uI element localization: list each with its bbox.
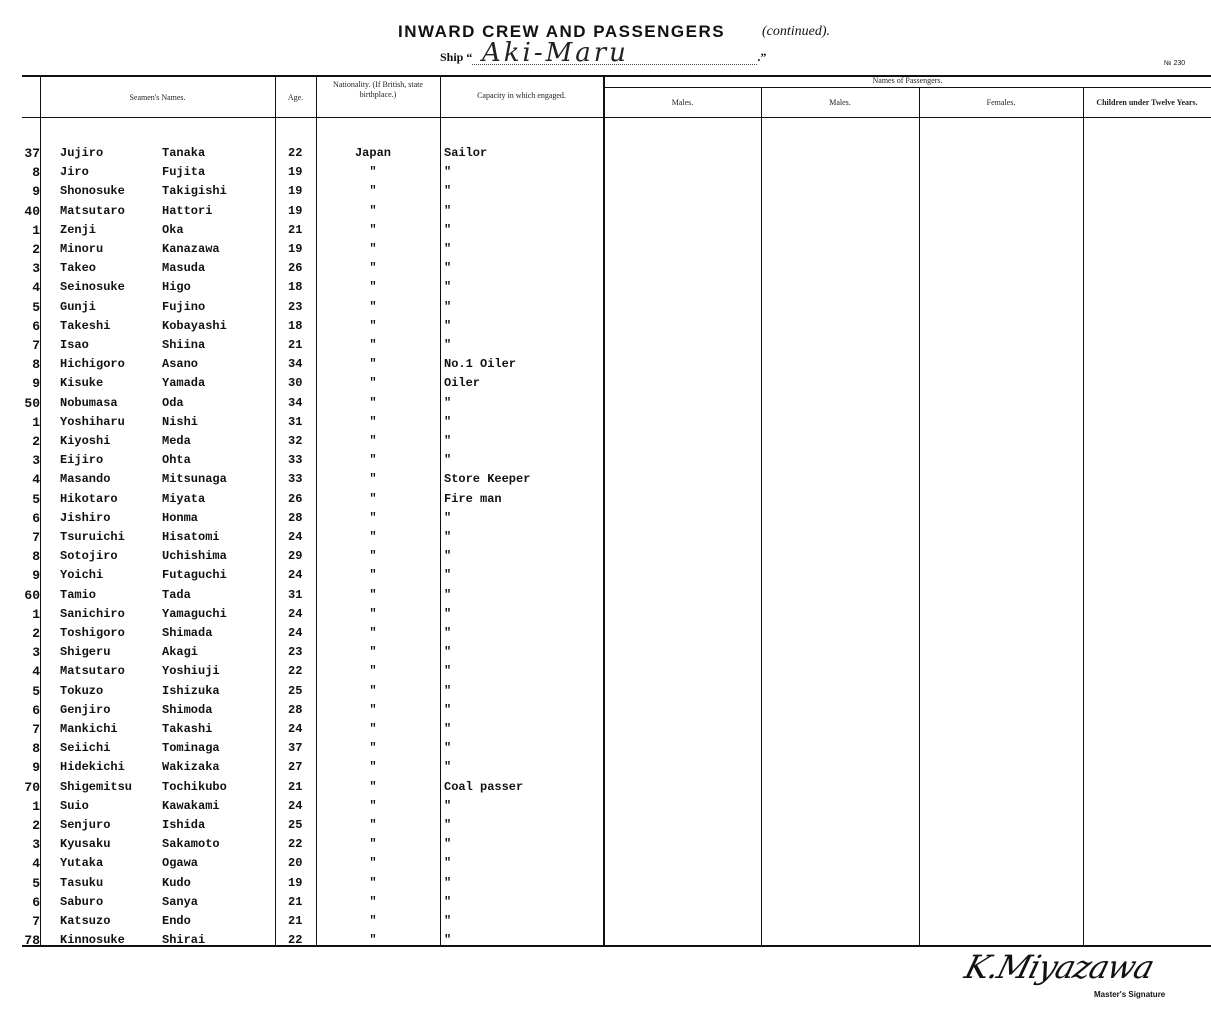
nationality-value: " [369,280,377,294]
row-number: 9 [32,376,40,391]
first-name: Shonosuke [60,184,125,198]
age-value: 21 [288,895,303,909]
header-nationality: Nationality. (If British, state birthplace.) [333,80,423,99]
capacity-value: " [444,856,452,870]
first-name: Kiyoshi [60,434,111,448]
capacity-value: " [444,396,452,410]
first-name: Tsuruichi [60,530,125,544]
capacity-value: " [444,530,452,544]
first-name: Takeo [60,261,97,275]
nationality-value: " [369,933,377,947]
first-name: Saburo [60,895,104,909]
capacity-value: " [444,204,452,218]
nationality-value: " [369,780,377,794]
row-number: 6 [32,511,40,526]
nationality-value: " [369,818,377,832]
last-name: Higo [162,280,191,294]
last-name: Futaguchi [162,568,227,582]
header-children: Children under Twelve Years. [1096,98,1198,107]
nationality-value: " [369,434,377,448]
age-value: 24 [288,530,303,544]
header-capacity: Capacity in which engaged. [477,91,566,100]
capacity-value: " [444,434,452,448]
age-value: 26 [288,261,303,275]
age-value: 37 [288,741,303,755]
first-name: Hikotaro [60,492,118,506]
age-value: 22 [288,146,303,160]
row-number: 9 [32,760,40,775]
age-value: 24 [288,626,303,640]
row-number: 8 [32,549,40,564]
capacity-value: No.1 Oiler [444,357,517,371]
nationality-value: " [369,223,377,237]
last-name: Yamada [162,376,206,390]
col-divider [603,76,605,946]
last-name: Ishizuka [162,684,220,698]
age-value: 27 [288,760,303,774]
first-name: Toshigoro [60,626,125,640]
age-value: 20 [288,856,303,870]
first-name: Takeshi [60,319,111,333]
row-number: 70 [24,780,40,795]
form-number: № 230 [1164,60,1186,67]
row-number: 1 [32,223,40,238]
capacity-value: " [444,645,452,659]
last-name: Tochikubo [162,780,227,794]
nationality-value: " [369,588,377,602]
age-value: 19 [288,165,303,179]
last-name: Kanazawa [162,242,220,256]
last-name: Yoshiuji [162,664,220,678]
first-name: Seinosuke [60,280,125,294]
capacity-value: Store Keeper [444,472,531,486]
header-females: Females. [986,98,1016,107]
last-name: Shirai [162,933,206,947]
row-number: 3 [32,453,40,468]
age-value: 30 [288,376,303,390]
row-number: 7 [32,338,40,353]
first-name: Sanichiro [60,607,125,621]
age-value: 22 [288,933,303,947]
nationality-value: " [369,741,377,755]
row-number: 6 [32,319,40,334]
capacity-value: " [444,741,452,755]
last-name: Akagi [162,645,199,659]
capacity-value: " [444,338,452,352]
row-number: 4 [32,280,40,295]
nationality-value: " [369,703,377,717]
capacity-value: " [444,165,452,179]
last-name: Takashi [162,722,213,736]
first-name: Shigeru [60,645,111,659]
row-number: 6 [32,703,40,718]
row-number: 3 [32,837,40,852]
last-name: Ishida [162,818,206,832]
capacity-value: " [444,799,452,813]
age-value: 19 [288,876,303,890]
capacity-value: " [444,818,452,832]
first-name: Jiro [60,165,89,179]
row-number: 60 [24,588,40,603]
row-number: 5 [32,684,40,699]
last-name: Mitsunaga [162,472,227,486]
last-name: Hattori [162,204,213,218]
first-name: Kisuke [60,376,104,390]
nationality-value: " [369,376,377,390]
row-number: 8 [32,165,40,180]
capacity-value: " [444,933,452,947]
col-divider [275,76,276,946]
first-name: Seiichi [60,741,111,755]
first-name: Kyusaku [60,837,111,851]
age-value: 19 [288,204,303,218]
last-name: Sakamoto [162,837,220,851]
last-name: Takigishi [162,184,227,198]
age-value: 28 [288,511,303,525]
last-name: Kobayashi [162,319,227,333]
nationality-value: " [369,664,377,678]
first-name: Suio [60,799,89,813]
nationality-value: " [369,357,377,371]
age-value: 31 [288,415,303,429]
capacity-value: " [444,914,452,928]
capacity-value: " [444,837,452,851]
row-number: 3 [32,261,40,276]
capacity-value: " [444,300,452,314]
nationality-value: " [369,568,377,582]
age-value: 24 [288,799,303,813]
capacity-value: " [444,242,452,256]
capacity-value: Oiler [444,376,481,390]
nationality-value: " [369,876,377,890]
nationality-value: " [369,760,377,774]
last-name: Shiina [162,338,206,352]
signature-label: Master's Signature [1094,990,1166,999]
capacity-value: " [444,261,452,275]
row-number: 37 [24,146,40,161]
col-divider [440,76,441,946]
nationality-value: " [369,722,377,736]
row-number: 4 [32,856,40,871]
col-divider [40,76,41,946]
age-value: 22 [288,837,303,851]
age-value: 24 [288,607,303,621]
nationality-value: " [369,511,377,525]
header-males-2: Males. [829,98,851,107]
capacity-value: Coal passer [444,780,524,794]
row-number: 4 [32,472,40,487]
row-number: 5 [32,876,40,891]
capacity-value: " [444,280,452,294]
first-name: Shigemitsu [60,780,133,794]
first-name: Kinnosuke [60,933,125,947]
capacity-value: Sailor [444,146,488,160]
first-name: Tokuzo [60,684,104,698]
first-name: Minoru [60,242,104,256]
row-number: 1 [32,415,40,430]
last-name: Honma [162,511,199,525]
age-value: 25 [288,818,303,832]
row-number: 1 [32,607,40,622]
age-value: 34 [288,396,303,410]
nationality-value: " [369,837,377,851]
nationality-value: " [369,607,377,621]
col-divider [761,88,762,946]
last-name: Masuda [162,261,206,275]
nationality-value: " [369,338,377,352]
nationality-value: " [369,453,377,467]
last-name: Kudo [162,876,191,890]
nationality-value: " [369,300,377,314]
last-name: Tominaga [162,741,220,755]
last-name: Oda [162,396,184,410]
capacity-value: " [444,415,452,429]
ship-suffix: .” [757,50,767,64]
last-name: Shimada [162,626,213,640]
row-number: 3 [32,645,40,660]
title-continued: (continued). [762,24,831,39]
first-name: Gunji [60,300,97,314]
last-name: Nishi [162,415,199,429]
last-name: Ohta [162,453,191,467]
row-number: 6 [32,895,40,910]
first-name: Zenji [60,223,97,237]
last-name: Meda [162,434,191,448]
first-name: Tamio [60,588,97,602]
age-value: 25 [288,684,303,698]
title-text: INWARD CREW AND PASSENGERS [398,22,726,41]
nationality-value: " [369,895,377,909]
last-name: Uchishima [162,549,227,563]
row-number: 4 [32,664,40,679]
first-name: Sotojiro [60,549,118,563]
nationality-value: " [369,799,377,813]
nationality-value: " [369,645,377,659]
last-name: Fujino [162,300,206,314]
row-number: 9 [32,184,40,199]
nationality-value: " [369,242,377,256]
last-name: Asano [162,357,199,371]
header-bottom-rule [22,117,1211,118]
capacity-value: " [444,223,452,237]
row-number: 50 [24,396,40,411]
passenger-subheader-rule [604,87,1211,88]
row-number: 2 [32,626,40,641]
capacity-value: " [444,511,452,525]
nationality-value: " [369,165,377,179]
first-name: Matsutaro [60,664,125,678]
age-value: 18 [288,319,303,333]
header-males-1: Males. [671,98,694,107]
capacity-value: " [444,895,452,909]
first-name: Katsuzo [60,914,111,928]
nationality-value: " [369,856,377,870]
master-signature: K.Miyazawa [960,948,1158,986]
nationality-value: " [369,684,377,698]
age-value: 22 [288,664,303,678]
first-name: Yoshiharu [60,415,125,429]
row-number: 5 [32,492,40,507]
capacity-value: " [444,607,452,621]
age-value: 21 [288,914,303,928]
first-name: Masando [60,472,111,486]
capacity-value: " [444,453,452,467]
first-name: Hichigoro [60,357,125,371]
age-value: 32 [288,434,303,448]
age-value: 26 [288,492,303,506]
col-divider [316,76,317,946]
last-name: Sanya [162,895,199,909]
age-value: 23 [288,645,303,659]
age-value: 19 [288,184,303,198]
ship-prefix: Ship “ [440,50,473,64]
capacity-value: " [444,588,452,602]
col-divider [919,88,920,946]
first-name: Isao [60,338,89,352]
capacity-value: " [444,876,452,890]
capacity-value: " [444,626,452,640]
row-number: 8 [32,741,40,756]
last-name: Ogawa [162,856,199,870]
age-value: 24 [288,722,303,736]
col-divider [1083,88,1084,946]
capacity-value: " [444,568,452,582]
first-name: Tasuku [60,876,104,890]
last-name: Miyata [162,492,206,506]
first-name: Genjiro [60,703,111,717]
row-number: 1 [32,799,40,814]
nationality-value: " [369,204,377,218]
nationality-value: " [369,261,377,275]
row-number: 2 [32,818,40,833]
last-name: Kawakami [162,799,220,813]
nationality-value: " [369,492,377,506]
age-value: 24 [288,568,303,582]
ship-name: Aki-Maru [482,38,629,68]
row-number: 40 [24,204,40,219]
nationality-value: " [369,319,377,333]
nationality-value: " [369,415,377,429]
row-number: 7 [32,722,40,737]
age-value: 18 [288,280,303,294]
capacity-value: " [444,184,452,198]
capacity-value: " [444,684,452,698]
header-passengers: Names of Passengers. [872,76,943,85]
capacity-value: " [444,664,452,678]
nationality-value: " [369,530,377,544]
row-number: 7 [32,530,40,545]
row-number: 8 [32,357,40,372]
age-value: 19 [288,242,303,256]
capacity-value: Fire man [444,492,502,506]
last-name: Endo [162,914,191,928]
last-name: Shimoda [162,703,213,717]
age-value: 28 [288,703,303,717]
last-name: Hisatomi [162,530,220,544]
first-name: Yutaka [60,856,104,870]
nationality-value: Japan [354,146,391,160]
nationality-value: " [369,396,377,410]
row-number: 78 [24,933,40,948]
row-number: 2 [32,242,40,257]
last-name: Oka [162,223,184,237]
row-number: 5 [32,300,40,315]
age-value: 31 [288,588,303,602]
capacity-value: " [444,703,452,717]
age-value: 23 [288,300,303,314]
first-name: Senjuro [60,818,111,832]
age-value: 21 [288,223,303,237]
header-seamen: Seamen's Names. [129,93,186,102]
age-value: 21 [288,780,303,794]
nationality-value: " [369,626,377,640]
header-age: Age. [287,93,304,102]
last-name: Yamaguchi [162,607,227,621]
row-number: 2 [32,434,40,449]
last-name: Tada [162,588,191,602]
nationality-value: " [369,914,377,928]
first-name: Jishiro [60,511,111,525]
first-name: Mankichi [60,722,118,736]
last-name: Wakizaka [162,760,220,774]
capacity-value: " [444,722,452,736]
first-name: Matsutaro [60,204,125,218]
nationality-value: " [369,549,377,563]
age-value: 33 [288,453,303,467]
capacity-value: " [444,760,452,774]
first-name: Nobumasa [60,396,118,410]
capacity-value: " [444,549,452,563]
row-number: 7 [32,914,40,929]
capacity-value: " [444,319,452,333]
row-number: 9 [32,568,40,583]
first-name: Eijiro [60,453,104,467]
first-name: Hidekichi [60,760,125,774]
age-value: 21 [288,338,303,352]
nationality-value: " [369,184,377,198]
last-name: Fujita [162,165,206,179]
nationality-value: " [369,472,377,486]
age-value: 33 [288,472,303,486]
first-name: Yoichi [60,568,104,582]
first-name: Jujiro [60,146,104,160]
age-value: 29 [288,549,303,563]
age-value: 34 [288,357,303,371]
last-name: Tanaka [162,146,206,160]
